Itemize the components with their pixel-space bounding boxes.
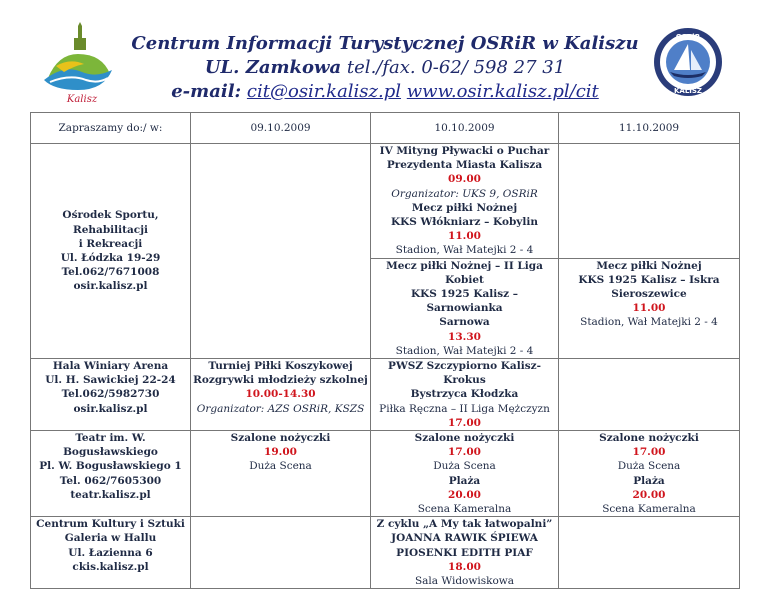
- event-teatr-10: Szalone nożyczki 17.00 Duża Scena Plaża 20.00 Scena Kameralna: [371, 431, 559, 517]
- event-football-iskra: Mecz piłki Nożnej KKS 1925 Kalisz – Iskra Sieroszewice 11.00 Stadion, Wał Matejki 2 - 4: [559, 258, 740, 358]
- event-handball: PWSZ Szczypiorno Kalisz- Krokus Bystrzyca Kłodzka Piłka Ręczna – II Liga Mężczyzn 17.00: [371, 359, 559, 431]
- table-header-row: [31, 113, 740, 144]
- event-basketball: Turniej Piłki Koszykowej Rozgrywki młodzieży szkolnej 10.00-14.30 Organizator: AZS OSRiR, KSZS: [191, 359, 371, 431]
- osrir-logo: [652, 26, 724, 98]
- event-teatr-09: Szalone nożyczki 19.00 Duża Scena: [191, 431, 371, 517]
- date-header-2: 10.10.2009: [371, 113, 559, 144]
- date-header-1: 09.10.2009: [191, 113, 371, 144]
- empty-cell: [559, 517, 740, 589]
- schedule-table: [30, 112, 740, 589]
- svg-text:KALISZ: KALISZ: [673, 87, 703, 95]
- venue-column-header: Zapraszamy do:/ w:: [31, 113, 191, 144]
- header-street: UL. Zamkowa: [204, 57, 342, 78]
- venue-hala: Hala Winiary Arena Ul. H. Sawickiej 22-24 Tel.062/5982730 osir.kalisz.pl: [31, 359, 191, 431]
- event-swim: IV Mityng Pływacki o Puchar Prezydenta Miasta Kalisza 09.00 Organizator: UKS 9, OSRiR Mecz piłki Nożnej KKS Włókniarz – Kobylin 11.00 Stadion, Wał Matejki 2 - 4: [371, 144, 559, 259]
- header-address: [120, 56, 650, 80]
- venue-teatr: Teatr im. W. Bogusławskiego Pl. W. Bogusławskiego 1 Tel. 062/7605300 teatr.kalisz.pl: [31, 431, 191, 517]
- table-row: [31, 517, 740, 589]
- table-row: [31, 359, 740, 431]
- event-ckis: Z cyklu „A My tak łatwopalni” JOANNA RAWIK ŚPIEWA PIOSENKI EDITH PIAF 18.00 Sala Widowiskowa: [371, 517, 559, 589]
- svg-text:OSRiR: OSRiR: [675, 33, 701, 41]
- website-link[interactable]: www.osir.kalisz.pl/cit: [406, 81, 599, 102]
- header-contact: [120, 80, 650, 104]
- event-women-football: Mecz piłki Nożnej – II Liga Kobiet KKS 1925 Kalisz – Sarnowianka Sarnowa 13.30 Stadion, Wał Matejki 2 - 4: [371, 258, 559, 358]
- email-link[interactable]: cit@osir.kalisz.pl: [246, 81, 402, 102]
- kalisz-logo: [30, 20, 120, 105]
- empty-cell: [191, 144, 371, 359]
- page-header: [120, 32, 650, 104]
- email-label: e-mail:: [171, 81, 242, 102]
- svg-text:Kalisz: Kalisz: [66, 94, 98, 105]
- header-phone: tel./fax. 0-62/ 598 27 31: [346, 57, 566, 78]
- venue-osrir: Ośrodek Sportu, Rehabilitacji i Rekreacji Ul. Łódzka 19-29 Tel.062/7671008 osir.kalisz.pl: [31, 144, 191, 359]
- header-title: Centrum Informacji Turystycznej OSRiR w Kaliszu: [131, 33, 639, 54]
- table-row: [31, 431, 740, 517]
- event-teatr-11: Szalone nożyczki 17.00 Duża Scena Plaża 20.00 Scena Kameralna: [559, 431, 740, 517]
- venue-ckis: Centrum Kultury i Sztuki Galeria w Hallu Ul. Łazienna 6 ckis.kalisz.pl: [31, 517, 191, 589]
- empty-cell: [559, 144, 740, 259]
- empty-cell: [191, 517, 371, 589]
- table-row: [31, 144, 740, 259]
- empty-cell: [559, 359, 740, 431]
- date-header-3: 11.10.2009: [559, 113, 740, 144]
